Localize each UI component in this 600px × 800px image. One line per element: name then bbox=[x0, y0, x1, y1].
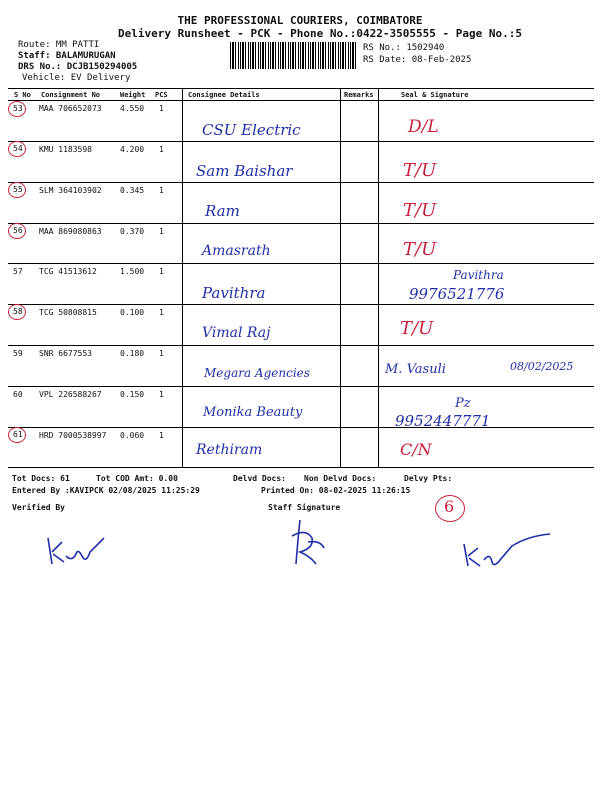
printed-on: Printed On: 08-02-2025 11:26:15 bbox=[261, 486, 411, 495]
receipt-date-handwriting: 08/02/2025 bbox=[510, 360, 574, 373]
consignee-handwriting: Monika Beauty bbox=[203, 405, 303, 420]
row-sno: 55 bbox=[13, 185, 23, 194]
row-sno: 59 bbox=[13, 349, 23, 358]
third-signature bbox=[458, 528, 558, 572]
column-divider bbox=[378, 88, 379, 467]
consignment-number: VPL 226588267 bbox=[39, 390, 102, 399]
staff-signature bbox=[282, 518, 332, 570]
consignment-number: MAA 706652073 bbox=[39, 104, 102, 113]
consignment-number: MAA 869080863 bbox=[39, 227, 102, 236]
column-divider bbox=[340, 88, 341, 467]
consignment-number: SNR 6677553 bbox=[39, 349, 92, 358]
row-weight: 0.100 bbox=[120, 308, 145, 317]
row-sno: 58 bbox=[13, 307, 23, 316]
row-pcs: 1 bbox=[159, 267, 164, 276]
runsheet-title: Delivery Runsheet - PCK - Phone No.:0422-3505555 - Page No.:5 bbox=[118, 27, 522, 40]
row-divider bbox=[8, 427, 594, 428]
non-delivered-docs: Non Delvd Docs: bbox=[304, 474, 377, 483]
receiver-phone-handwriting: 9952447771 bbox=[395, 412, 491, 430]
row-sno: 57 bbox=[13, 267, 23, 276]
drs-number: DRS No.: DCJB150294005 bbox=[18, 62, 138, 72]
consignee-handwriting: Vimal Raj bbox=[202, 325, 271, 341]
row-pcs: 1 bbox=[159, 186, 164, 195]
row-pcs: 1 bbox=[159, 431, 164, 440]
col-header-pcs: PCS bbox=[155, 91, 168, 99]
row-weight: 0.345 bbox=[120, 186, 145, 195]
row-sno: 61 bbox=[13, 430, 23, 439]
route-label: Route: MM PATTI bbox=[18, 40, 100, 50]
col-header-seal: Seal & Signature bbox=[401, 91, 469, 99]
consignee-handwriting: Sam Baishar bbox=[196, 162, 293, 180]
row-pcs: 1 bbox=[159, 308, 164, 317]
row-weight: 4.200 bbox=[120, 145, 145, 154]
delivery-status-handwriting: C/N bbox=[400, 440, 432, 459]
consignment-number: KMU 1183598 bbox=[39, 145, 92, 154]
row-weight: 0.180 bbox=[120, 349, 145, 358]
consignment-number: TCG 41513612 bbox=[39, 267, 97, 276]
delivered-docs: Delvd Docs: bbox=[233, 474, 286, 483]
delivery-points: Delvy Pts: bbox=[404, 474, 453, 483]
row-divider bbox=[8, 304, 594, 305]
row-pcs: 1 bbox=[159, 227, 164, 236]
receiver-phone-handwriting: 9976521776 bbox=[409, 285, 505, 303]
col-header-consignment: Consignment No bbox=[41, 91, 101, 99]
barcode bbox=[230, 42, 357, 69]
row-sno: 54 bbox=[13, 144, 23, 153]
delivery-status-handwriting: T/U bbox=[400, 318, 434, 339]
table-bottom-rule bbox=[8, 467, 594, 468]
handwritten-count: 6 bbox=[444, 497, 455, 516]
row-sno: 60 bbox=[13, 390, 23, 399]
row-weight: 4.550 bbox=[120, 104, 145, 113]
consignment-number: TCG 50808815 bbox=[39, 308, 97, 317]
col-header-remarks: Remarks bbox=[344, 91, 374, 99]
receiver-name-handwriting: Pavithra bbox=[453, 268, 504, 282]
consignee-handwriting: Amasrath bbox=[202, 243, 271, 259]
col-header-consignee: Consignee Details bbox=[188, 91, 260, 99]
consignee-handwriting: CSU Electric bbox=[202, 121, 301, 139]
entered-by: Entered By :KAVIPCK 02/08/2025 11:25:29 bbox=[12, 486, 200, 495]
delivery-status-handwriting: T/U bbox=[403, 160, 437, 181]
row-divider bbox=[8, 141, 594, 142]
delivery-status-handwriting: T/U bbox=[403, 239, 437, 260]
row-weight: 0.370 bbox=[120, 227, 145, 236]
consignee-handwriting: Pavithra bbox=[202, 284, 266, 302]
delivery-status-handwriting: D/L bbox=[408, 117, 439, 137]
rs-number: RS No.: 1502940 bbox=[363, 43, 445, 53]
row-divider bbox=[8, 223, 594, 224]
col-header-weight: Weight bbox=[120, 91, 146, 99]
consignee-handwriting: Ram bbox=[205, 202, 240, 220]
consignment-number: HRD 7000538997 bbox=[39, 431, 107, 440]
staff-signature-label: Staff Signature bbox=[268, 503, 341, 512]
row-sno: 56 bbox=[13, 226, 23, 235]
row-weight: 1.500 bbox=[120, 267, 145, 276]
verified-by-label: Verified By bbox=[12, 503, 65, 512]
table-top-rule bbox=[8, 88, 594, 89]
row-divider bbox=[8, 182, 594, 183]
row-divider bbox=[8, 386, 594, 387]
row-pcs: 1 bbox=[159, 390, 164, 399]
rs-date: RS Date: 08-Feb-2025 bbox=[363, 55, 472, 65]
row-pcs: 1 bbox=[159, 349, 164, 358]
delivery-status-handwriting: T/U bbox=[403, 200, 437, 221]
consignee-handwriting: Megara Agencies bbox=[204, 366, 310, 380]
vehicle-label: Vehicle: EV Delivery bbox=[22, 73, 131, 83]
row-weight: 0.060 bbox=[120, 431, 145, 440]
row-pcs: 1 bbox=[159, 145, 164, 154]
total-docs: Tot Docs: 61 bbox=[12, 474, 70, 483]
header-bottom-rule bbox=[8, 100, 594, 101]
verifier-signature bbox=[42, 528, 122, 573]
company-title: THE PROFESSIONAL COURIERS, COIMBATORE bbox=[177, 14, 423, 27]
row-weight: 0.150 bbox=[120, 390, 145, 399]
row-divider bbox=[8, 345, 594, 346]
total-cod-amount: Tot COD Amt: 0.00 bbox=[96, 474, 178, 483]
staff-label: Staff: BALAMURUGAN bbox=[18, 51, 116, 61]
receiver-name-handwriting: M. Vasuli bbox=[385, 362, 446, 377]
consignment-number: SLM 364103902 bbox=[39, 186, 102, 195]
col-header-sno: S No bbox=[14, 91, 31, 99]
row-pcs: 1 bbox=[159, 104, 164, 113]
row-sno: 53 bbox=[13, 104, 23, 113]
column-divider bbox=[182, 88, 183, 467]
receiver-signature-handwriting: Pz bbox=[455, 396, 471, 411]
consignee-handwriting: Rethiram bbox=[196, 442, 263, 458]
row-divider bbox=[8, 263, 594, 264]
